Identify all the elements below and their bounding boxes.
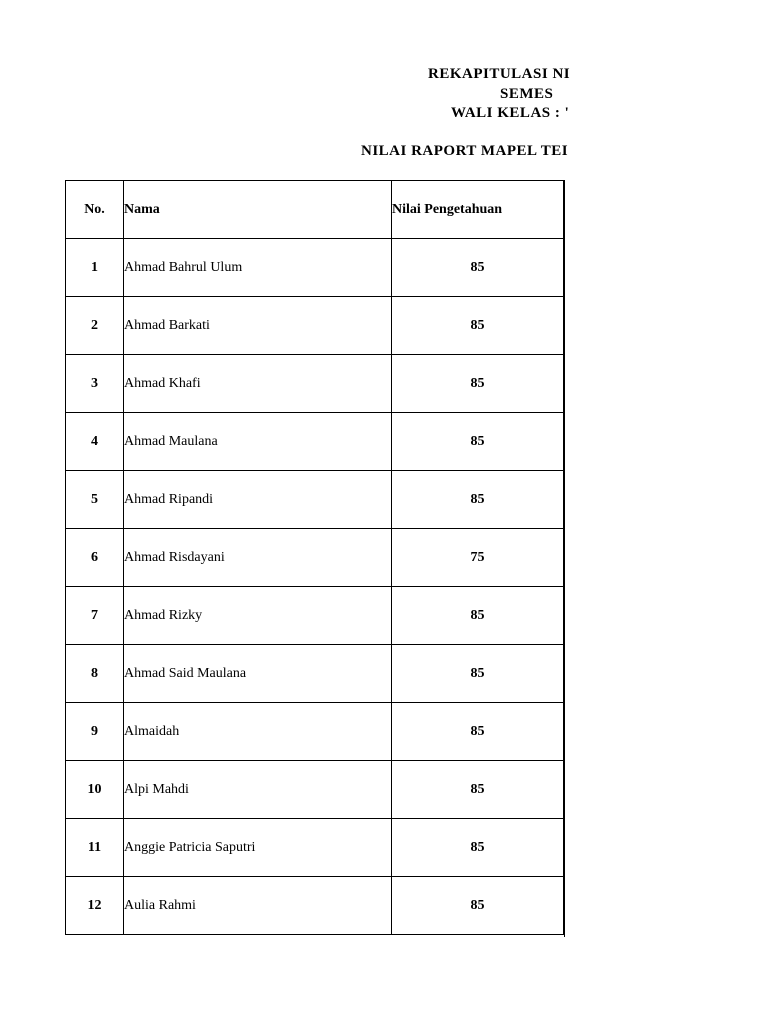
table-row	[66, 819, 564, 877]
cell-nilai-pengetahuan: 85	[392, 471, 564, 529]
cell-nama: Ahmad Risdayani	[124, 529, 392, 587]
cell-no: 3	[66, 355, 124, 413]
cell-nilai-pengetahuan: 85	[392, 703, 564, 761]
cell-no: 5	[66, 471, 124, 529]
table-header-row	[66, 181, 564, 239]
column-header-no: No.	[66, 181, 124, 239]
title-nilai-raport: NILAI RAPORT MAPEL TEI	[361, 143, 569, 159]
cell-nilai-pengetahuan: 75	[392, 529, 564, 587]
cell-nama: Ahmad Bahrul Ulum	[124, 239, 392, 297]
table-row	[66, 297, 564, 355]
table-row	[66, 645, 564, 703]
table-right-border	[564, 180, 565, 937]
title-wali-kelas: WALI KELAS : '	[451, 105, 570, 121]
table-row	[66, 877, 564, 935]
cell-nilai-pengetahuan: 85	[392, 761, 564, 819]
cell-nama: Ahmad Khafi	[124, 355, 392, 413]
title-semester: SEMES	[500, 86, 554, 102]
cell-nama: Ahmad Said Maulana	[124, 645, 392, 703]
cell-no: 4	[66, 413, 124, 471]
table-row	[66, 355, 564, 413]
table-row	[66, 239, 564, 297]
cell-no: 8	[66, 645, 124, 703]
cell-nilai-pengetahuan: 85	[392, 587, 564, 645]
table-row	[66, 471, 564, 529]
cell-nilai-pengetahuan: 85	[392, 877, 564, 935]
title-rekapitulasi: REKAPITULASI NI	[428, 66, 571, 82]
cell-no: 10	[66, 761, 124, 819]
table-row	[66, 587, 564, 645]
table-row	[66, 413, 564, 471]
column-header-nama: Nama	[124, 181, 392, 239]
cell-nilai-pengetahuan: 85	[392, 297, 564, 355]
cell-nilai-pengetahuan: 85	[392, 819, 564, 877]
cell-nilai-pengetahuan: 85	[392, 355, 564, 413]
cell-no: 9	[66, 703, 124, 761]
cell-no: 6	[66, 529, 124, 587]
cell-nama: Almaidah	[124, 703, 392, 761]
cell-nama: Aulia Rahmi	[124, 877, 392, 935]
table-row	[66, 529, 564, 587]
cell-no: 12	[66, 877, 124, 935]
cell-nilai-pengetahuan: 85	[392, 239, 564, 297]
cell-nama: Ahmad Maulana	[124, 413, 392, 471]
cell-nilai-pengetahuan: 85	[392, 645, 564, 703]
cell-no: 7	[66, 587, 124, 645]
cell-no: 11	[66, 819, 124, 877]
grades-table	[65, 180, 564, 935]
cell-nama: Alpi Mahdi	[124, 761, 392, 819]
cell-nama: Ahmad Barkati	[124, 297, 392, 355]
cell-no: 2	[66, 297, 124, 355]
column-header-nilai: Nilai Pengetahuan	[392, 181, 564, 239]
cell-nilai-pengetahuan: 85	[392, 413, 564, 471]
table-row	[66, 703, 564, 761]
cell-nama: Anggie Patricia Saputri	[124, 819, 392, 877]
cell-nama: Ahmad Rizky	[124, 587, 392, 645]
cell-no: 1	[66, 239, 124, 297]
cell-nama: Ahmad Ripandi	[124, 471, 392, 529]
table-row	[66, 761, 564, 819]
